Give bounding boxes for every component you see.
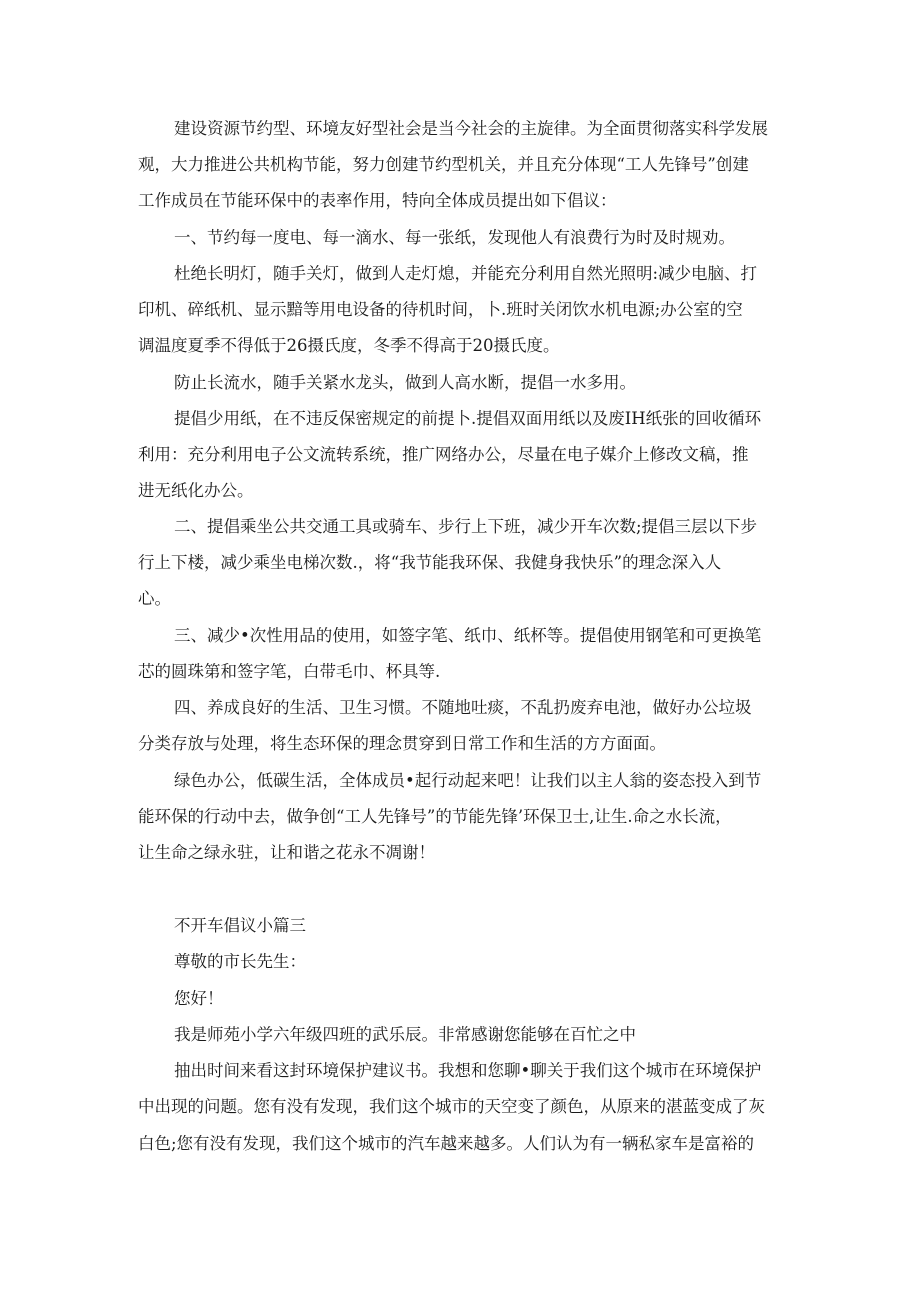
paragraph-closing-line-3: 让生命之绿永驻，让和谐之花永不凋谢！ bbox=[138, 843, 435, 862]
paragraph-closing-line-2: 能环保的行动中去，做争创“工人先锋号”的节能先锋’环保卫士,让生.命之水长流， bbox=[138, 807, 732, 826]
paragraph-intro-line-2: 观，大力推进公共机构节能，努力创建节约型机关，并且充分体现“工人先锋号”创建 bbox=[138, 155, 749, 174]
paragraph-item-4-line-2: 分类存放与处理，将生态环保的理念贯穿到日常工作和生活的方方面面。 bbox=[138, 734, 666, 753]
letter-paragraph-2-line-3: 白色;您有没有发现，我们这个城市的汽车越来越多。人们认为有一辆私家车是富裕的 bbox=[138, 1134, 755, 1153]
section-heading: 不开车倡议小篇三 bbox=[174, 916, 306, 935]
letter-greeting: 您好！ bbox=[174, 989, 224, 1008]
paragraph-intro-line-1: 建设资源节约型、环境友好型社会是当今社会的主旋律。为全面贯彻落实科学发展 bbox=[174, 119, 768, 138]
paragraph-paper-line-1: 提倡少用纸，在不违反保密规定的前提卜.提倡双面用纸以及废IH纸张的回收循环 bbox=[174, 409, 762, 428]
paragraph-intro-line-3: 工作成员在节能环保中的表率作用，特向全体成员提出如下倡议： bbox=[138, 191, 617, 210]
paragraph-lights-line-3: 调温度夏季不得低于26摄氏度，冬季不得高于20摄氏度。 bbox=[138, 336, 560, 355]
paragraph-water: 防止长流水，随手关紧水龙头，做到人高水断，提倡一水多用。 bbox=[174, 373, 636, 392]
letter-paragraph-1: 我是师苑小学六年级四班的武乐辰。非常感谢您能够在百忙之中 bbox=[174, 1025, 636, 1044]
letter-salutation: 尊敬的市长先生： bbox=[174, 952, 306, 971]
paragraph-item-3-line-2: 芯的圆珠第和签字笔，白带毛巾、杯具等. bbox=[138, 662, 441, 681]
paragraph-paper-line-2: 利用：充分利用电子公文流转系统，推广网络办公，尽量在电子媒介上修改文稿，推 bbox=[138, 445, 749, 464]
paragraph-item-2-line-1: 二、提倡乘坐公共交通工具或骑车、步行上下班，减少开车次数;提倡三层以下步 bbox=[174, 517, 758, 536]
paragraph-item-1: 一、节约每一度电、每一滴水、每一张纸，发现他人有浪费行为时及时规劝。 bbox=[174, 228, 735, 247]
paragraph-item-3-line-1: 三、减少•次性用品的使用，如签字笔、纸巾、纸杯等。提倡使用钢笔和可更换笔 bbox=[174, 626, 762, 645]
paragraph-closing-line-1: 绿色办公，低碳生活，全体成员•起行动起来吧！让我们以主人翁的姿态投入到节 bbox=[174, 771, 762, 790]
paragraph-lights-line-1: 杜绝长明灯，随手关灯，做到人走灯熄，并能充分利用自然光照明:减少电脑、打 bbox=[174, 264, 758, 283]
paragraph-item-4-line-1: 四、养成良好的生活、卫生习惯。不随地吐痰，不乱扔废弃电池，做好办公垃圾 bbox=[174, 698, 752, 717]
paragraph-item-2-line-3: 心。 bbox=[138, 589, 171, 608]
letter-paragraph-2-line-1: 抽出时间来看这封环境保护建议书。我想和您聊•聊关于我们这个城市在环境保护 bbox=[174, 1061, 762, 1080]
paragraph-paper-line-3: 进无纸化办公。 bbox=[138, 481, 254, 500]
letter-paragraph-2-line-2: 中出现的问题。您有没有发现，我们这个城市的天空变了颜色，从原来的湛蓝变成了灰 bbox=[138, 1097, 765, 1116]
paragraph-lights-line-2: 印机、碎纸机、显示黯等用电设备的待机时间，卜.班时关闭饮水机电源;办公室的空 bbox=[138, 300, 743, 319]
paragraph-item-2-line-2: 行上下楼，减少乘坐电梯次数.，将“我节能我环保、我健身我快乐”的理念深入人 bbox=[138, 553, 722, 572]
